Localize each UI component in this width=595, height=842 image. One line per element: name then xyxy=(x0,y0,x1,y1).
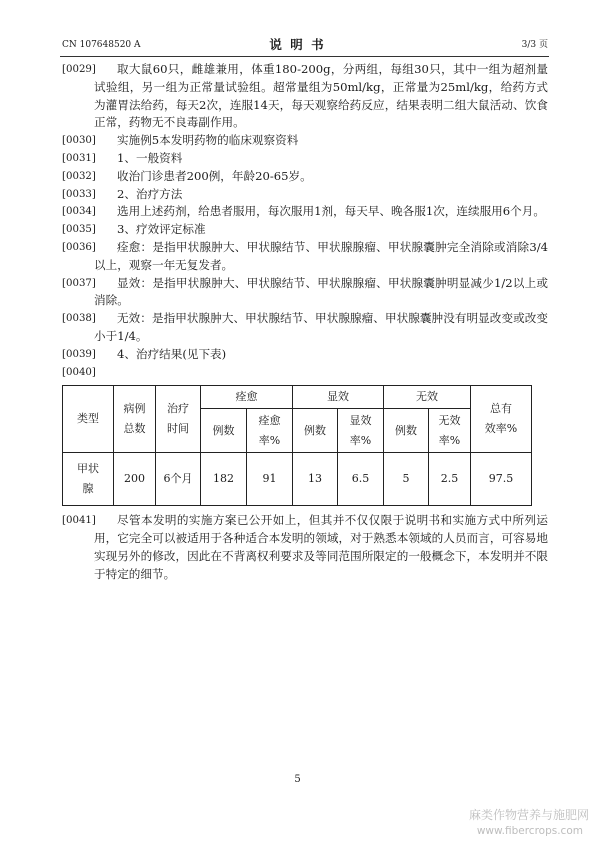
document-number: CN 107648520 A xyxy=(62,40,141,50)
paragraph-0033 xyxy=(62,186,548,204)
header-ineffective-count: 例数 xyxy=(384,409,429,453)
paragraph-0035 xyxy=(62,221,548,239)
header-cured: 痊愈 xyxy=(201,386,293,409)
header-divider xyxy=(60,56,549,57)
paragraph-0036 xyxy=(62,239,548,275)
paragraph-number: [0036] xyxy=(62,241,96,253)
paragraph-0038 xyxy=(62,310,548,346)
paragraph-number: [0030] xyxy=(62,135,96,147)
header-cured-count: 例数 xyxy=(201,409,247,453)
paragraph-text: 3、疗效评定标准 xyxy=(117,222,206,237)
header-label: 显效率% xyxy=(349,413,372,447)
cell-type xyxy=(63,453,114,506)
paragraph-number: [0031] xyxy=(62,152,96,164)
cell-effective-count: 13 xyxy=(293,453,338,506)
header-cured-rate xyxy=(247,409,293,453)
cell-total-effective-rate: 97.5 xyxy=(471,453,532,506)
header-label: 痊愈率% xyxy=(258,413,281,447)
cell-treatment-time: 6个月 xyxy=(156,453,201,506)
paragraph-text: 收治门诊患者200例，年龄20-65岁。 xyxy=(117,168,312,183)
header-effective-rate xyxy=(338,409,384,453)
paragraph-0037 xyxy=(62,275,548,311)
header-label: 治疗时间 xyxy=(167,402,189,436)
paragraph-0031 xyxy=(62,150,548,168)
paragraph-0041 xyxy=(62,512,548,583)
paragraph-text: 无效：是指甲状腺肿大、甲状腺结节、甲状腺腺瘤、甲状腺囊肿没有明显改变或改变小于1/4。 xyxy=(94,311,548,343)
paragraph-number: [0039] xyxy=(62,348,96,360)
paragraph-0040 xyxy=(62,364,548,382)
paragraph-number: [0041] xyxy=(62,515,96,527)
header-ineffective: 无效 xyxy=(384,386,471,409)
paragraph-0039 xyxy=(62,346,548,364)
cell-ineffective-rate: 2.5 xyxy=(429,453,471,506)
paragraph-0032 xyxy=(62,168,548,186)
header-effective: 显效 xyxy=(293,386,384,409)
header-label: 总有效率% xyxy=(484,402,518,436)
paragraph-text: 取大鼠60只，雌雄兼用，体重180-200g，分两组，每组30只，其中一组为超剂量试验组，另一组为正常量试验组。超常量组为50ml/kg，正常量为25ml/kg，给药方式为灌胃法给药，每天2次，连服14天，每天观察给药反应，结果表明二组大鼠活动、饮食正常，药物无不良毒副作用。 xyxy=(94,62,548,130)
header-total-effective-rate xyxy=(471,386,532,453)
description-body xyxy=(62,61,548,584)
header-ineffective-rate xyxy=(429,409,471,453)
paragraph-text: 4、治疗结果(见下表) xyxy=(117,346,227,361)
cell-label: 甲状腺 xyxy=(77,462,99,496)
watermark-site-name: 麻类作物营养与施肥网 xyxy=(468,808,589,822)
table-row xyxy=(63,453,532,506)
paragraph-number: [0037] xyxy=(62,277,96,289)
paragraph-text: 尽管本发明的实施方案已公开如上，但其并不仅仅限于说明书和实施方式中所列运用，它完全可以被适用于各种适合本发明的领域，对于熟悉本领域的人员而言，可容易地实现另外的修改，因此在不背离权利要求及等同范围所限定的一般概念下，本发明并不限于特定的细节。 xyxy=(94,513,548,581)
header-effective-count: 例数 xyxy=(293,409,338,453)
paragraph-0034 xyxy=(62,203,548,221)
header-label: 类型 xyxy=(77,412,99,426)
header-treatment-time xyxy=(156,386,201,453)
paragraph-number: [0033] xyxy=(62,188,96,200)
watermark-url: www.fibercrops.com xyxy=(476,825,583,837)
paragraph-number: [0034] xyxy=(62,206,96,218)
cell-total-cases: 200 xyxy=(114,453,156,506)
paragraph-0029 xyxy=(62,61,548,132)
cell-cured-count: 182 xyxy=(201,453,247,506)
paragraph-text: 实施例5本发明药物的临床观察资料 xyxy=(117,133,299,148)
paragraph-text: 2、治疗方法 xyxy=(117,186,183,201)
header-label: 病例总数 xyxy=(123,402,146,436)
header-total-cases xyxy=(114,386,156,453)
page-count: 3/3 页 xyxy=(521,40,548,50)
paragraph-number: [0038] xyxy=(62,313,96,325)
table-header-row xyxy=(63,386,532,409)
cell-cured-rate: 91 xyxy=(247,453,293,506)
page-number: 5 xyxy=(294,774,301,785)
cell-effective-rate: 6.5 xyxy=(338,453,384,506)
paragraph-text: 选用上述药剂，给患者服用，每次服用1剂，每天早、晚各服1次，连续服用6个月。 xyxy=(117,204,545,219)
paragraph-number: [0029] xyxy=(62,64,96,75)
header-type xyxy=(63,386,114,453)
paragraph-text: 1、一般资料 xyxy=(117,150,183,165)
paragraph-number: [0032] xyxy=(62,170,96,182)
document-section-title: 说 明 书 xyxy=(269,37,326,52)
treatment-results-table xyxy=(62,385,532,506)
paragraph-text: 显效：是指甲状腺肿大、甲状腺结节、甲状腺腺瘤、甲状腺囊肿明显减少1/2以上或消除。 xyxy=(94,275,548,308)
paragraph-number: [0040] xyxy=(62,366,96,378)
paragraph-text: 痊愈：是指甲状腺肿大、甲状腺结节、甲状腺腺瘤、甲状腺囊肿完全消除或消除3/4以上，观察一年无复发者。 xyxy=(94,239,548,272)
header-label: 无效率% xyxy=(438,413,461,447)
paragraph-number: [0035] xyxy=(62,224,96,236)
cell-ineffective-count: 5 xyxy=(384,453,429,506)
paragraph-0030 xyxy=(62,132,548,150)
